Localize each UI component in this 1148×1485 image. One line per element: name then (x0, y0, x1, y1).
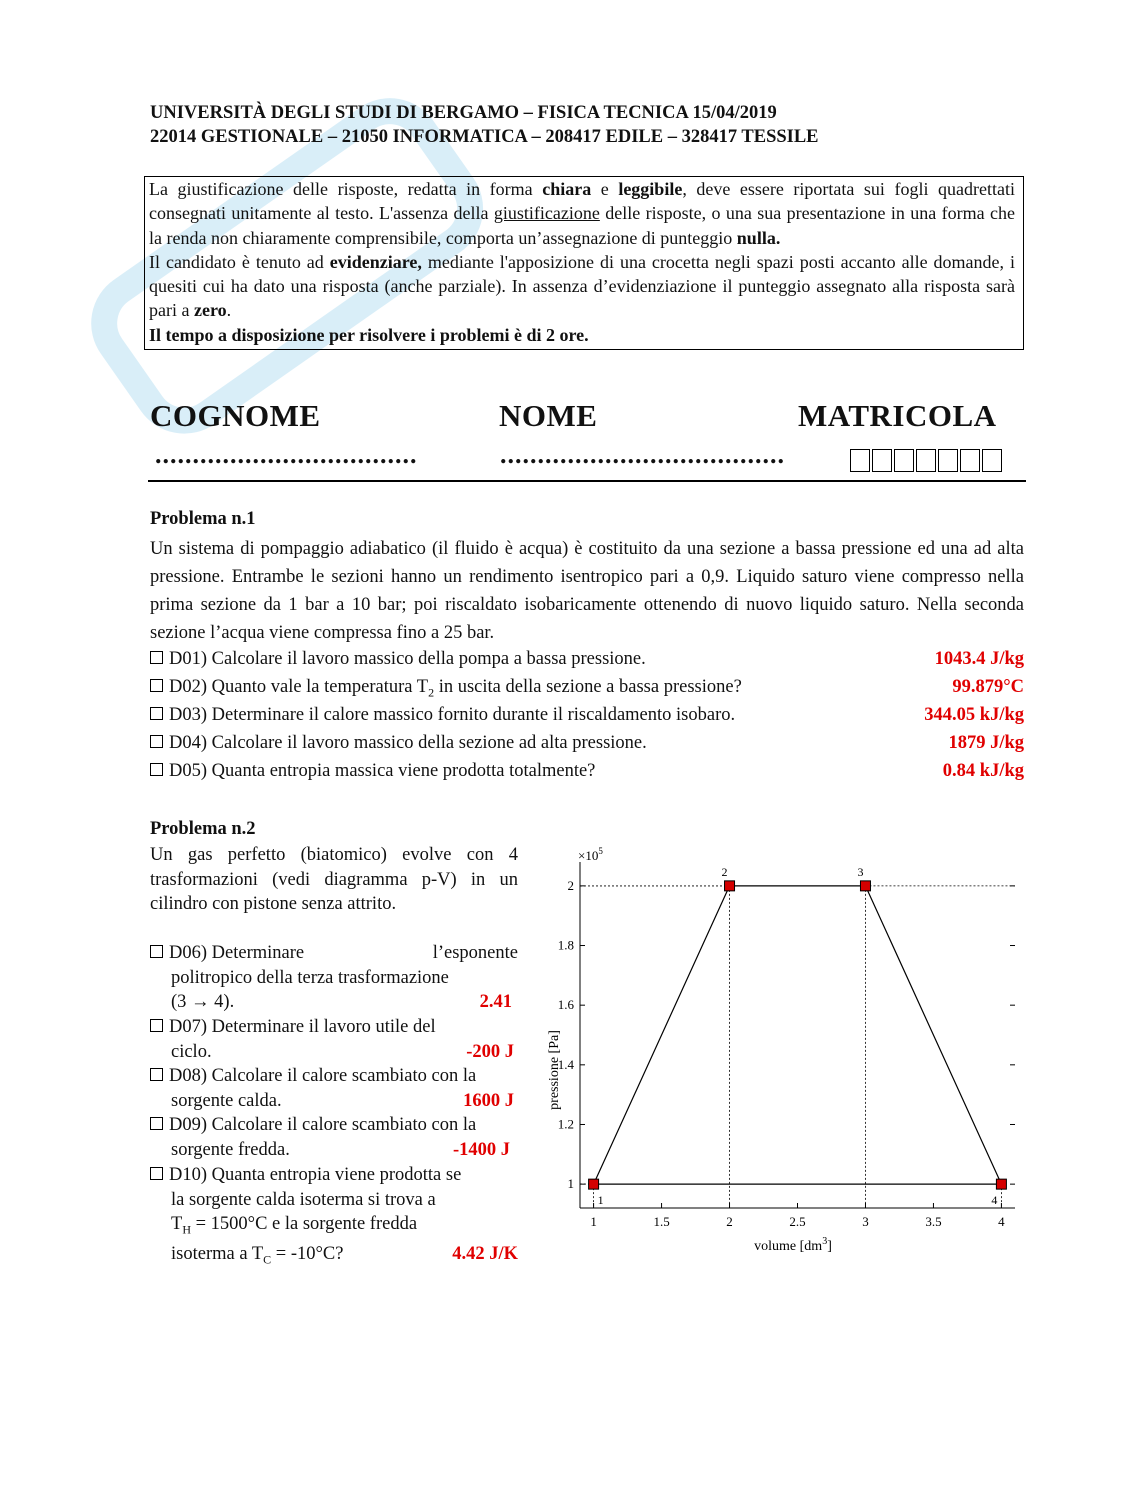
matricola-digit-box[interactable] (960, 449, 980, 472)
point-label-3: 3 (857, 864, 864, 879)
divider (148, 480, 1026, 482)
x-tick-label: 1 (590, 1214, 597, 1229)
y-tick-label: 1.4 (557, 1056, 574, 1072)
matricola-digit-box[interactable] (982, 449, 1002, 472)
point-marker-1 (589, 1179, 599, 1189)
answer-d07: -200 J (466, 1041, 514, 1062)
answer-d04: 1879 J/kg (948, 733, 1024, 753)
question-d07: D07) Determinare il lavoro utile del ciclo. -200 J (150, 1015, 518, 1064)
y-tick-label: 1 (567, 1176, 574, 1192)
y-tick-label: 1.2 (557, 1116, 574, 1132)
y-tick-label: 2 (567, 877, 574, 893)
cycle-segment-1-2 (594, 886, 730, 1184)
x-tick-label: 2.5 (789, 1214, 806, 1229)
question-d01: D01) Calcolare il lavoro massico della pompa a bassa pressione. 1043.4 J/kg (150, 649, 1024, 670)
checkbox[interactable] (150, 679, 163, 692)
name-field[interactable]: ...................................... (500, 440, 785, 469)
y-tick-label: 1.8 (557, 937, 574, 953)
x-tick-label: 3 (862, 1214, 869, 1229)
answer-d05: 0.84 kJ/kg (942, 761, 1024, 781)
checkbox[interactable] (150, 707, 163, 720)
x-tick-label: 3.5 (925, 1214, 942, 1229)
point-marker-4 (996, 1179, 1006, 1189)
question-d09: D09) Calcolare il calore scambiato con la sorgente fredda. -1400 J (150, 1113, 518, 1162)
question-d08: D08) Calcolare il calore scambiato con la sorgente calda. 1600 J (150, 1064, 518, 1113)
question-d03: D03) Determinare il calore massico fornito durante il riscaldamento isobaro. 344.05 kJ/kg (150, 705, 1024, 726)
checkbox[interactable] (150, 945, 163, 958)
instructions-box (144, 176, 1024, 350)
header-line-1: UNIVERSITÀ DEGLI STUDI DI BERGAMO – FISICA TECNICA 15/04/2019 (150, 103, 777, 123)
matricola-digit-box[interactable] (916, 449, 936, 472)
exam-header (150, 101, 819, 149)
y-axis-label: pressione [Pa] (547, 1030, 562, 1110)
x-axis-label: volume $[dm^3]$ (754, 1236, 832, 1254)
point-marker-3 (860, 881, 870, 891)
point-marker-2 (725, 881, 735, 891)
x-tick-label: 1.5 (653, 1214, 670, 1229)
answer-d01: 1043.4 J/kg (934, 649, 1024, 669)
matricola-digit-box[interactable] (938, 449, 958, 472)
question-d05: D05) Quanta entropia massica viene prodotta totalmente? 0.84 kJ/kg (150, 761, 1024, 782)
answer-d02: 99.879°C (952, 677, 1024, 697)
surname-field[interactable]: ................................... (155, 440, 418, 469)
plot-frame (580, 862, 1015, 1208)
problem-2-title: Problema n.2 (150, 819, 256, 839)
question-d02: D02) Quanto vale la temperatura $T_2$ in uscita della sezione a bassa pressione? 99.879°C (150, 677, 1024, 701)
checkbox[interactable] (150, 1117, 163, 1130)
checkbox[interactable] (150, 1167, 163, 1180)
instructions-time: Il tempo a disposizione per risolvere i problemi è di 2 ore. (149, 324, 589, 345)
checkbox[interactable] (150, 763, 163, 776)
matricola-digit-box[interactable] (872, 449, 892, 472)
checkbox[interactable] (150, 1019, 163, 1032)
instructions-paragraph-2: Il candidato è tenuto ad evidenziare, mediante l'apposizione di una crocetta negli spazi posti accanto alle domande, i quesiti cui ha dato una risposta (anche parziale). In assenza d’evidenziazione il punteggio assegnato alla risposta sarà pari a zero. (149, 251, 1015, 321)
matricola-digit-box[interactable] (850, 449, 870, 472)
point-label-2: 2 (721, 864, 728, 879)
surname-label: COGNOME (150, 398, 321, 433)
problem-1-title: Problema n.1 (150, 509, 256, 529)
answer-d10: 4.42 J/K (452, 1244, 518, 1265)
question-d10: D10) Quanta entropia viene prodotta se la sorgente calda isoterma si trova a $T_H = 1500^\circ C$ e la sorgente fredda isoterma a $T_C = -10^\circ C$? 4.42 J/K (150, 1163, 518, 1273)
checkbox[interactable] (150, 735, 163, 748)
header-line-2: 22014 GESTIONALE – 21050 INFORMATICA – 208417 EDILE – 328417 TESSILE (150, 127, 819, 147)
question-d06: D06) Determinare l’esponente politropico della terza trasformazione (3 → 4). 2.41 (150, 941, 518, 1015)
matricola-boxes[interactable] (850, 449, 1004, 472)
y-tick-label: 1.6 (557, 997, 574, 1013)
pv-diagram (545, 840, 1025, 1260)
problem-2-text: Un gas perfetto (biatomico) evolve con 4 trasformazioni (vedi diagramma p-V) in un cilindro con pistone senza attrito. (150, 845, 518, 915)
checkbox[interactable] (150, 651, 163, 664)
matricola-label: MATRICOLA (798, 398, 997, 433)
y-multiplier: $\times 10^5$ (578, 846, 603, 863)
answer-d03: 344.05 kJ/kg (924, 705, 1024, 725)
x-tick-label: 2 (726, 1214, 733, 1229)
question-d04: D04) Calcolare il lavoro massico della sezione ad alta pressione. 1879 J/kg (150, 733, 1024, 754)
cycle-segment-3-4 (865, 886, 1001, 1184)
checkbox[interactable] (150, 1068, 163, 1081)
matricola-digit-box[interactable] (894, 449, 914, 472)
instructions-paragraph-1: La giustificazione delle risposte, redatta in forma chiara e leggibile, deve essere riportata sui fogli quadrettati consegnati unitamente al testo. L'assenza della giustificazione delle risposte, o una sua presentazione in una forma che la renda non chiaramente comprensibile, comporta un’assegnazione di punteggio nulla. (149, 179, 1015, 248)
answer-d08: 1600 J (463, 1090, 514, 1111)
point-label-1: 1 (597, 1193, 604, 1208)
x-tick-label: 4 (998, 1214, 1005, 1229)
answer-d06: 2.41 (479, 992, 512, 1013)
name-label: NOME (499, 398, 598, 433)
answer-d09: -1400 J (452, 1139, 510, 1160)
problem-1-text: Un sistema di pompaggio adiabatico (il fluido è acqua) è costituito da una sezione a bassa pressione ed una ad alta pressione. Entrambe le sezioni hanno un rendimento isentropico pari a 0,9. Liquido saturo viene compresso nella prima sezione da 1 bar a 10 bar; poi riscaldato isobaricamente ottenendo di nuovo liquido saturo. Nella seconda sezione l’acqua viene compressa fino a 25 bar. (150, 539, 1024, 643)
point-label-4: 4 (991, 1193, 998, 1208)
